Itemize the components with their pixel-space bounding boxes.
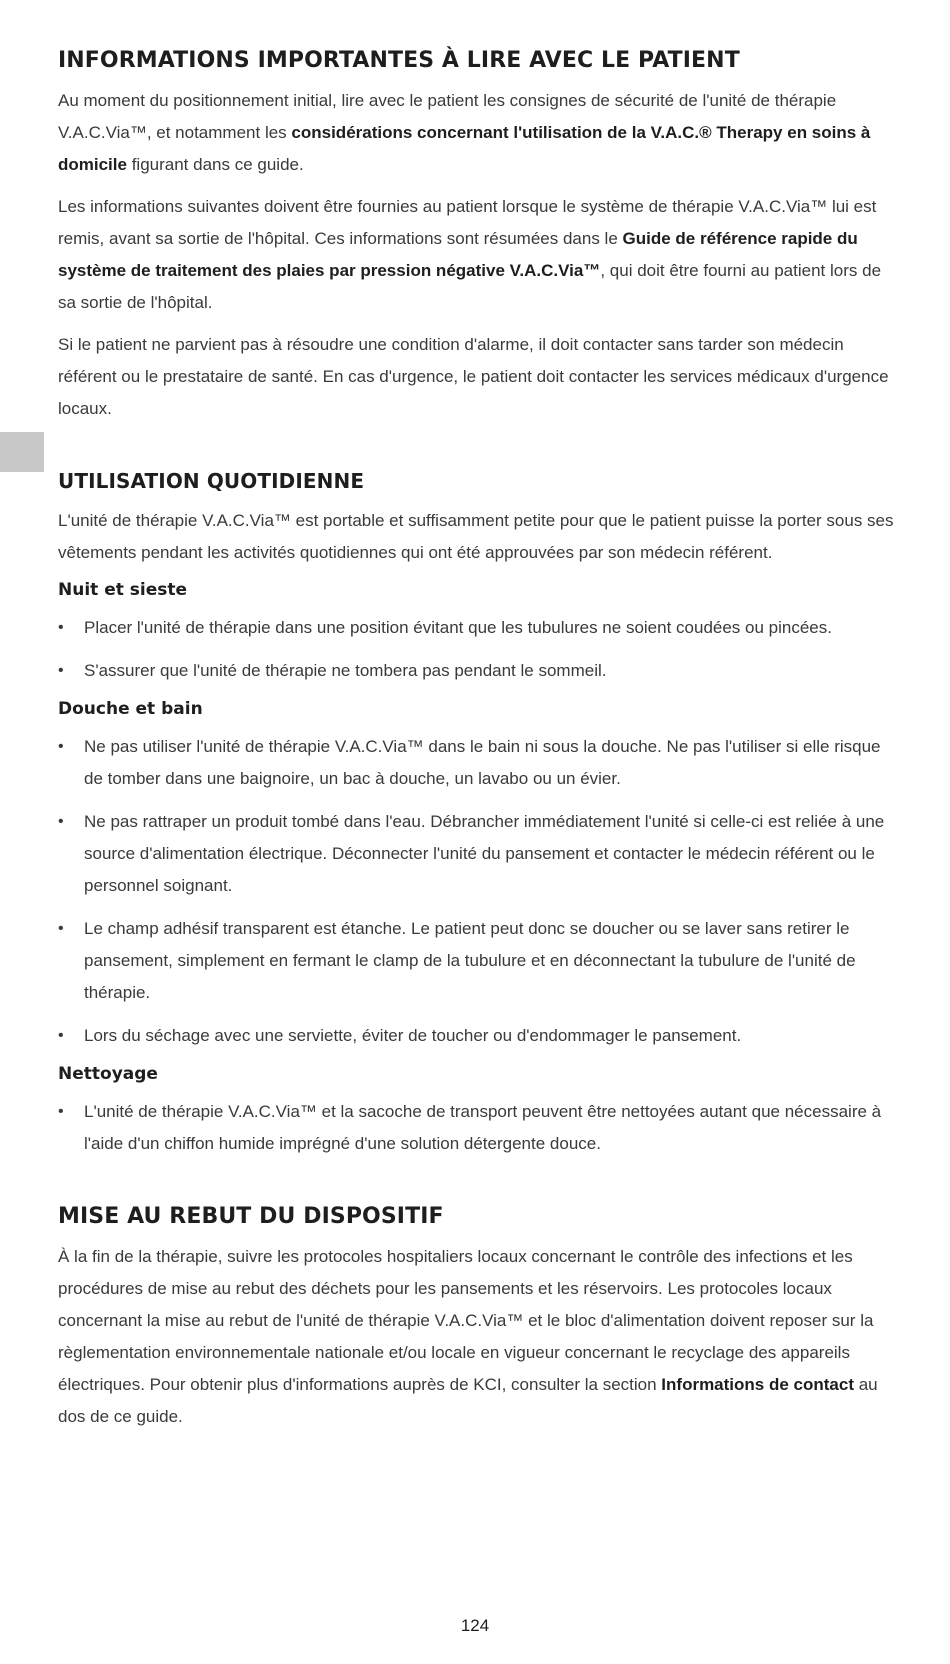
list-cleaning <box>58 1096 898 1160</box>
bullet-icon: • <box>58 1103 64 1120</box>
paragraph-patient-info <box>58 191 898 319</box>
list-item <box>58 1020 898 1052</box>
paragraph-alarm-condition: Si le patient ne parvient pas à résoudre une condition d'alarme, il doit contacter sans tarder son médecin référent ou le prestataire de santé. En cas d'urgence, le patient doit contacter les services médicaux d'urgence locaux. <box>58 335 889 418</box>
list-item <box>58 612 898 644</box>
text-run: À la fin de la thérapie, suivre les protocoles hospitaliers locaux concernant le contrôle des infections et les procédures de mise au rebut des déchets pour les pansements et les réservoirs. Les protocoles locaux concernant la mise au rebut de l'unité de thérapie V.A.C.Via™ et le bloc d'alimentation doivent reposer sur la règlementation environnementale nationale et/ou locale en vigueur concernant le recyclage des appareils électriques. Pour obtenir plus d'informations auprès de KCI, consulter la section <box>58 1247 874 1394</box>
text-run: au dos de ce guide. <box>58 1375 878 1426</box>
bullet-icon: • <box>58 920 64 937</box>
text-run: Les informations suivantes doivent être fournies au patient lorsque le système de thérapie V.A.C.Via™ lui est remis, avant sa sortie de l'hôpital. Ces informations sont résumées dans le <box>58 197 877 248</box>
paragraph-daily-use-intro: L'unité de thérapie V.A.C.Via™ est portable et suffisamment petite pour que le patient puisse la porter sous ses vêtements pendant les activités quotidiennes qui ont été approuvées par son médecin référent. <box>58 511 894 562</box>
side-thumb-tab <box>0 432 44 472</box>
bullet-icon: • <box>58 1027 64 1044</box>
list-shower <box>58 731 898 1052</box>
bullet-icon: • <box>58 738 64 755</box>
list-item-text: Ne pas utiliser l'unité de thérapie V.A.C.Via™ dans le bain ni sous la douche. Ne pas l'utiliser si elle risque de tomber dans une baignoire, un bac à douche, un lavabo ou un évier. <box>84 737 881 788</box>
section-title-daily-use: UTILISATION QUOTIDIENNE <box>58 469 365 493</box>
subsection-title-night: Nuit et sieste <box>58 580 188 600</box>
list-item <box>58 655 898 687</box>
bullet-icon: • <box>58 813 64 830</box>
bold-run: Guide de référence rapide du système de traitement des plaies par pression négative V.A.C.Via™ <box>58 229 858 280</box>
list-night <box>58 612 898 687</box>
subsection-title-shower: Douche et bain <box>58 699 203 719</box>
page-content <box>58 48 898 1443</box>
bold-run: Informations de contact <box>661 1375 854 1394</box>
bullet-icon: • <box>58 619 64 636</box>
bullet-icon: • <box>58 662 64 679</box>
text-run: figurant dans ce guide. <box>126 155 304 174</box>
section-title-disposal: MISE AU REBUT DU DISPOSITIF <box>58 1204 444 1229</box>
list-item-text: Le champ adhésif transparent est étanche. Le patient peut donc se doucher ou se laver sans retirer le pansement, simplement en fermant le clamp de la tubulure et en déconnectant la tubulure de l'unité de thérapie. <box>84 919 856 1002</box>
page-number: 124 <box>460 1616 490 1635</box>
list-item-text: L'unité de thérapie V.A.C.Via™ et la sacoche de transport peuvent être nettoyées autant que nécessaire à l'aide d'un chiffon humide imprégné d'une solution détergente douce. <box>84 1102 882 1153</box>
list-item <box>58 731 898 795</box>
list-item <box>58 1096 898 1160</box>
text-run: , qui doit être fourni au patient lors de sa sortie de l'hôpital. <box>58 261 882 312</box>
paragraph-initial-positioning <box>58 85 898 181</box>
section-title-important-info: INFORMATIONS IMPORTANTES À LIRE AVEC LE PATIENT <box>58 48 740 73</box>
list-item-text: Placer l'unité de thérapie dans une position évitant que les tubulures ne soient coudées ou pincées. <box>84 618 832 637</box>
list-item <box>58 806 898 902</box>
list-item <box>58 913 898 1009</box>
text-run: Au moment du positionnement initial, lire avec le patient les consignes de sécurité de l'unité de thérapie V.A.C.Via™, et notamment les <box>58 91 837 142</box>
paragraph-disposal <box>58 1241 898 1433</box>
list-item-text: S'assurer que l'unité de thérapie ne tombera pas pendant le sommeil. <box>84 661 607 680</box>
list-item-text: Ne pas rattraper un produit tombé dans l'eau. Débrancher immédiatement l'unité si celle-ci est reliée à une source d'alimentation électrique. Déconnecter l'unité du pansement et contacter le médecin référent ou le personnel soignant. <box>84 812 885 895</box>
subsection-title-cleaning: Nettoyage <box>58 1064 158 1084</box>
bold-run: considérations concernant l'utilisation de la V.A.C.® Therapy en soins à domicile <box>58 123 871 174</box>
list-item-text: Lors du séchage avec une serviette, éviter de toucher ou d'endommager le pansement. <box>84 1026 742 1045</box>
